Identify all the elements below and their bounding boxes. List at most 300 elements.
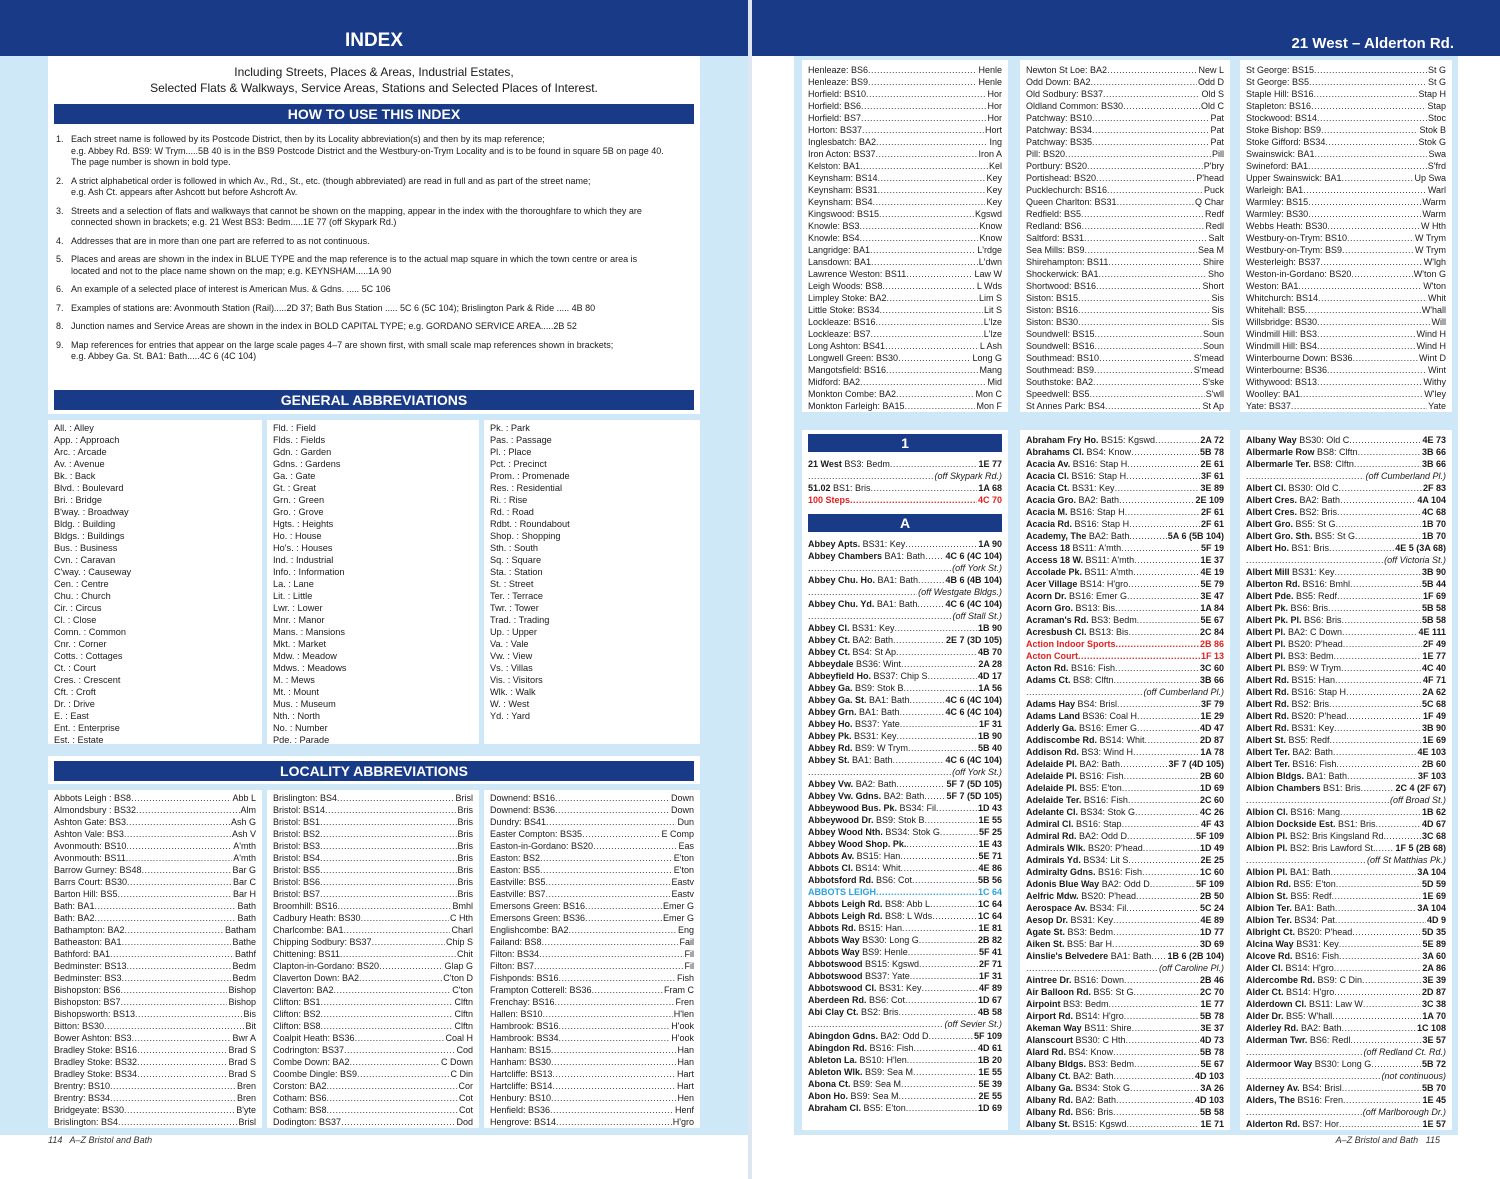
leader-dots bbox=[1085, 244, 1197, 256]
entry-postcode: BA2: Bath bbox=[1076, 495, 1120, 505]
leader-dots bbox=[925, 550, 944, 562]
entry-postcode: BS11: Law W bbox=[1306, 999, 1363, 1009]
entry-abbrev: C'ton D bbox=[443, 973, 473, 983]
entry-street: Albany Bldgs. bbox=[1026, 1059, 1087, 1069]
entry-name bbox=[1246, 974, 1362, 986]
entry-name bbox=[1026, 1082, 1130, 1094]
leader-dots bbox=[940, 826, 978, 838]
leader-dots bbox=[1335, 566, 1421, 578]
entry-street: Admiral Rd. bbox=[1026, 831, 1077, 841]
entry-map-ref: 2C 84 bbox=[1199, 627, 1224, 637]
abbrev-entry bbox=[808, 388, 1002, 400]
entry-name: Bridgeyate: BS30 bbox=[54, 1105, 125, 1115]
leader-dots bbox=[1099, 352, 1193, 364]
entry-postcode: BA2: Bath bbox=[1070, 1071, 1114, 1081]
abbrev-entry bbox=[1026, 88, 1224, 100]
entry-street: Akeman Way bbox=[1026, 1023, 1082, 1033]
index-entry-note bbox=[1246, 554, 1446, 566]
entry-postcode: BS31: Key bbox=[1289, 567, 1335, 577]
entry-note: (off Skypark Rd.) bbox=[934, 471, 1002, 481]
entry-abbrev: Old S bbox=[1201, 89, 1224, 99]
abbrev-entry bbox=[808, 328, 1002, 340]
index-entry bbox=[1246, 650, 1446, 662]
entry-map-ref: 5E 39 bbox=[978, 1079, 1002, 1089]
leader-dots bbox=[372, 936, 445, 948]
entry-abbrev: C'ton bbox=[452, 985, 473, 995]
entry-postcode: BA2: C Down bbox=[1285, 627, 1343, 637]
entry-map-ref: 1F 31 bbox=[978, 719, 1002, 729]
leader-dots bbox=[901, 1078, 977, 1090]
entry-street: Abbotswood Cl. bbox=[808, 983, 877, 993]
abbrev-entry bbox=[1026, 352, 1224, 364]
howto-item-line: located and not to the place name shown on the map; e.g. KEYNSHAM.....1A 90 bbox=[71, 265, 392, 276]
entry-abbrev: Stok B bbox=[1419, 125, 1446, 135]
entry-abbrev: Eng bbox=[677, 925, 694, 935]
leader-dots bbox=[898, 352, 971, 364]
entry-name bbox=[1246, 602, 1328, 614]
entry-abbrev: Warm bbox=[1422, 209, 1446, 219]
entry-map-ref: 5E 67 bbox=[1200, 1059, 1224, 1069]
index-entry bbox=[1026, 626, 1224, 638]
entry-postcode: BS34: Stok G bbox=[1073, 1083, 1131, 1093]
entry-abbrev: Bris bbox=[457, 853, 473, 863]
entry-map-ref: 2A 72 bbox=[1200, 435, 1224, 445]
entry-name: Avonmouth: BS10 bbox=[54, 841, 127, 851]
entry-name: Hambrook: BS34 bbox=[490, 1033, 559, 1043]
entry-name: Westbury-on-Trym: BS10 bbox=[1246, 233, 1348, 243]
letter-heading-1: 1 bbox=[808, 434, 1002, 452]
leader-dots bbox=[1115, 482, 1200, 494]
entry-abbrev: Shire bbox=[1202, 257, 1224, 267]
right-page-title: 21 West – Alderton Rd. bbox=[1291, 35, 1454, 52]
howto-item-line: Each street name is followed by its Postcode District, then by its Locality abbreviation(s) and then by its map reference; bbox=[71, 134, 545, 144]
entry-name: Siston: BS15 bbox=[1026, 293, 1079, 303]
leader-dots bbox=[879, 208, 974, 220]
leader-dots bbox=[137, 1056, 227, 1068]
abbrev-entry: Mnr. : Manor bbox=[273, 615, 325, 625]
leader-dots bbox=[1125, 506, 1200, 518]
index-entry bbox=[1246, 614, 1446, 626]
leader-dots bbox=[1334, 986, 1421, 998]
leader-dots bbox=[1084, 232, 1207, 244]
entry-street: 100 Steps bbox=[808, 495, 851, 505]
entry-map-ref: 4C 68 bbox=[1421, 507, 1446, 517]
leader-dots bbox=[110, 1080, 236, 1092]
entry-postcode: BS7: Hor bbox=[1300, 1119, 1340, 1129]
entry-street: Albert Ter. bbox=[1246, 759, 1290, 769]
howto-item-line: Streets and a selection of flats and walkways that cannot be shown on the mapping, appear in the index with the thoroughfare to which they are bbox=[71, 205, 642, 216]
entry-name: Limpley Stoke: BA2 bbox=[808, 293, 887, 303]
abbrev-entry bbox=[1026, 220, 1224, 232]
entry-street: Acacia Rd. bbox=[1026, 519, 1073, 529]
entry-name: Bristol: BS7 bbox=[273, 889, 321, 899]
entry-abbrev: Key bbox=[986, 185, 1002, 195]
index-entry bbox=[1026, 1046, 1224, 1058]
entry-abbrev: Iron A bbox=[978, 149, 1002, 159]
entry-name: Bathampton: BA2 bbox=[54, 925, 125, 935]
index-entry bbox=[808, 742, 1002, 754]
leader-dots bbox=[1328, 602, 1421, 614]
index-entry bbox=[1026, 938, 1224, 950]
entry-name: Ashton Vale: BS3 bbox=[54, 829, 124, 839]
entry-name bbox=[1246, 998, 1363, 1010]
entry-name: Bristol: BS6 bbox=[273, 877, 321, 887]
entry-abbrev: Soun bbox=[1202, 329, 1224, 339]
locality-abbrev-columns bbox=[48, 790, 700, 1128]
entry-name bbox=[808, 574, 918, 586]
howto-item bbox=[56, 321, 692, 333]
entry-abbrev: W'ton G bbox=[1413, 269, 1446, 279]
locality-col-2 bbox=[267, 790, 479, 1128]
abbrev-entry bbox=[1026, 232, 1224, 244]
index-entry bbox=[1026, 506, 1224, 518]
leader-dots bbox=[1314, 88, 1418, 100]
leader-dots bbox=[1335, 914, 1426, 926]
index-entry bbox=[1026, 590, 1224, 602]
entry-name: Filton: BS34 bbox=[490, 949, 540, 959]
entry-street: Abi Clay Ct. bbox=[808, 1007, 859, 1017]
index-entry-note bbox=[808, 610, 1002, 622]
leader-dots bbox=[925, 814, 978, 826]
entry-map-ref: 1B 62 bbox=[1421, 807, 1446, 817]
entry-name bbox=[1026, 530, 1129, 542]
entry-abbrev: Brad S bbox=[228, 1057, 256, 1067]
entry-street: Abbey Ct. bbox=[808, 635, 851, 645]
entry-name: Lansdown: BA1 bbox=[808, 257, 872, 267]
entry-name bbox=[1246, 770, 1347, 782]
leader-dots bbox=[1246, 1046, 1362, 1058]
entry-name: Bishopsworth: BS13 bbox=[54, 1009, 136, 1019]
entry-name: Mangotsfield: BS16 bbox=[808, 365, 887, 375]
entry-postcode: BS5: St G bbox=[1091, 987, 1134, 997]
leader-dots bbox=[1105, 400, 1201, 412]
entry-map-ref: 5A 6 (5B 104) bbox=[1167, 531, 1224, 541]
entry-street: Abbey Vw. bbox=[808, 779, 854, 789]
leader-dots bbox=[122, 936, 232, 948]
entry-abbrev: New L bbox=[1198, 65, 1224, 75]
entry-name: Cotham: BS8 bbox=[273, 1105, 327, 1115]
entry-street: Aberdeen Rd. bbox=[808, 995, 867, 1005]
locality-cont-col-1 bbox=[802, 60, 1008, 412]
abbrev-entry: Est. : Estate bbox=[54, 735, 104, 744]
entry-name bbox=[1026, 926, 1113, 938]
general-title-box bbox=[48, 386, 700, 410]
abbrev-entry: Bk. : Back bbox=[54, 471, 96, 481]
entry-name bbox=[808, 1006, 899, 1018]
entry-street: Albert Gro. Sth. bbox=[1246, 531, 1313, 541]
entry-name bbox=[808, 982, 922, 994]
entry-postcode: BA2: Bath bbox=[1297, 495, 1341, 505]
abbrev-entry: Sta. : Station bbox=[490, 567, 543, 577]
entry-street: Accolade Pk. bbox=[1026, 567, 1083, 577]
leader-dots bbox=[900, 718, 978, 730]
entry-street: Acacia Cl. bbox=[1026, 471, 1070, 481]
entry-abbrev: Redl bbox=[1205, 221, 1224, 231]
leader-dots bbox=[1335, 674, 1422, 686]
entry-name: Stoke Bishop: BS9 bbox=[1246, 125, 1322, 135]
leader-dots bbox=[1124, 770, 1199, 782]
index-entry bbox=[808, 922, 1002, 934]
entry-map-ref: 4D 17 bbox=[977, 671, 1002, 681]
leader-dots bbox=[1081, 208, 1204, 220]
entry-postcode: BA2: Bath bbox=[1298, 1023, 1342, 1033]
entry-name: Henleaze: BS6 bbox=[808, 65, 869, 75]
entry-name bbox=[1246, 614, 1342, 626]
entry-name bbox=[1026, 938, 1112, 950]
leader-dots bbox=[1353, 352, 1418, 364]
entry-abbrev: Charl bbox=[451, 925, 473, 935]
entry-name: St George: BS5 bbox=[1246, 77, 1310, 87]
leader-dots bbox=[546, 876, 671, 888]
entry-name bbox=[1026, 710, 1137, 722]
entry-abbrev: Bris bbox=[457, 865, 473, 875]
index-entry bbox=[808, 1054, 1002, 1066]
abbrev-entry bbox=[1246, 364, 1446, 376]
entry-street: Albany St. bbox=[1026, 1119, 1071, 1129]
index-entry bbox=[808, 1030, 1002, 1042]
entry-map-ref: 5F 41 bbox=[978, 947, 1002, 957]
index-entry bbox=[1026, 902, 1224, 914]
entry-abbrev: Mang bbox=[979, 365, 1002, 375]
index-entry bbox=[1246, 722, 1446, 734]
entry-map-ref: 2B 60 bbox=[1199, 771, 1224, 781]
entry-postcode: BS1: Bris bbox=[1320, 783, 1361, 793]
leader-dots bbox=[542, 936, 679, 948]
entry-name bbox=[1026, 602, 1115, 614]
leader-dots bbox=[1330, 734, 1422, 746]
entry-name: Bedminster: BS3 bbox=[54, 973, 122, 983]
entry-abbrev: Eas bbox=[678, 841, 694, 851]
howto-item-line: Map references for entries that appear on the large scale pages 4–7 are shown first, with small scale map references shown in brackets; bbox=[71, 339, 614, 350]
entry-abbrev: Brad S bbox=[228, 1069, 256, 1079]
abbrev-entry: Cvn. : Caravan bbox=[54, 555, 116, 565]
entry-postcode: BA2: Bath bbox=[850, 635, 894, 645]
entry-name bbox=[808, 910, 932, 922]
leader-dots bbox=[1371, 1058, 1421, 1070]
entry-postcode: BS14: Whit bbox=[1097, 735, 1145, 745]
entry-name: Winterbourne Down: BS36 bbox=[1246, 353, 1353, 363]
leader-dots bbox=[1136, 890, 1199, 902]
entry-name bbox=[1026, 434, 1155, 446]
entry-map-ref: 2B 50 bbox=[1199, 891, 1224, 901]
leader-dots bbox=[902, 922, 977, 934]
entry-abbrev: Henf bbox=[674, 1105, 694, 1115]
entry-name bbox=[808, 850, 900, 862]
entry-map-ref: 5F 109 bbox=[1195, 879, 1224, 889]
leader-dots bbox=[905, 538, 977, 550]
leader-dots bbox=[1342, 1082, 1421, 1094]
abbrev-entry: Cl. : Close bbox=[54, 615, 97, 625]
entry-map-ref: 3C 38 bbox=[1421, 999, 1446, 1009]
abbrev-entry bbox=[1246, 304, 1446, 316]
entry-name bbox=[808, 730, 897, 742]
entry-street: Albert Pl. bbox=[1246, 651, 1286, 661]
entry-street: Albert Cres. bbox=[1246, 507, 1298, 517]
leader-dots bbox=[127, 876, 232, 888]
leader-dots bbox=[887, 292, 978, 304]
entry-street: 21 West bbox=[808, 459, 842, 469]
entry-name: Hengrove: BS14 bbox=[490, 1117, 557, 1127]
abbrev-entry bbox=[490, 900, 694, 912]
abbrev-entry bbox=[1026, 256, 1224, 268]
abbrev-entry: St. : Street bbox=[490, 579, 534, 589]
abbrev-entry bbox=[1026, 124, 1224, 136]
entry-postcode: BS34: Pat bbox=[1291, 915, 1335, 925]
leader-dots bbox=[320, 816, 456, 828]
entry-map-ref: 1B 20 bbox=[977, 1055, 1002, 1065]
entry-street: Albright Ct. bbox=[1246, 927, 1295, 937]
abbrev-entry bbox=[1246, 376, 1446, 388]
entry-map-ref: 1C 60 bbox=[1199, 867, 1224, 877]
entry-street: Abbeywood Dr. bbox=[808, 815, 874, 825]
entry-name bbox=[1026, 878, 1150, 890]
abbrev-entry: Blvd. : Boulevard bbox=[54, 483, 124, 493]
entry-name: Bristol: BS14 bbox=[273, 805, 326, 815]
entry-name bbox=[808, 838, 906, 850]
index-entry bbox=[808, 458, 1002, 470]
leader-dots bbox=[878, 172, 986, 184]
leader-dots bbox=[1120, 758, 1167, 770]
entry-abbrev: Warl bbox=[1427, 185, 1446, 195]
entry-postcode: BS8: Clftn bbox=[1314, 447, 1358, 457]
howto-item-line: Junction names and Service Areas are shown in the index in BOLD CAPITAL TYPE; e.g. GORDANO SERVICE AREA.....2B 52 bbox=[71, 321, 577, 331]
entry-abbrev: Sis bbox=[1211, 317, 1224, 327]
index-entry bbox=[1246, 602, 1446, 614]
entry-postcode: BS11: A'mth bbox=[1083, 555, 1135, 565]
entry-map-ref: 1E 37 bbox=[1200, 555, 1224, 565]
entry-name: Southmead: BS10 bbox=[1026, 353, 1100, 363]
entry-street: Abbotswood bbox=[808, 959, 863, 969]
leader-dots bbox=[1092, 124, 1209, 136]
leader-dots bbox=[1321, 124, 1418, 136]
leader-dots bbox=[905, 994, 977, 1006]
entry-name bbox=[1026, 770, 1124, 782]
leader-dots bbox=[914, 1042, 977, 1054]
index-section-1 bbox=[808, 458, 1002, 506]
abbrev-entry bbox=[273, 1032, 473, 1044]
abbrev-entry bbox=[808, 124, 1002, 136]
entry-postcode: BS4: Know bbox=[1084, 447, 1132, 457]
abbrev-entry bbox=[54, 792, 256, 804]
abbrev-entry bbox=[54, 828, 256, 840]
entry-street: Abona Ct. bbox=[808, 1079, 851, 1089]
entry-postcode: BS16: Fish bbox=[1077, 771, 1124, 781]
entry-postcode: BS6: Cot bbox=[866, 995, 906, 1005]
leader-dots bbox=[338, 900, 452, 912]
abbrev-entry: Av. : Avenue bbox=[54, 459, 105, 469]
entry-name bbox=[1026, 470, 1126, 482]
entry-street: Abbots Rd. bbox=[808, 923, 856, 933]
entry-name bbox=[1026, 638, 1116, 650]
leader-dots bbox=[932, 910, 977, 922]
leader-dots bbox=[1092, 112, 1209, 124]
entry-name: Ashton Gate: BS3 bbox=[54, 817, 127, 827]
abbrev-entry bbox=[1026, 136, 1224, 148]
entry-postcode: BS9: Sea M bbox=[848, 1091, 899, 1101]
entry-name bbox=[1026, 1034, 1126, 1046]
abbrev-entry bbox=[1246, 400, 1446, 412]
leader-dots bbox=[1133, 746, 1199, 758]
abbrev-entry bbox=[54, 1104, 256, 1116]
leader-dots bbox=[896, 646, 977, 658]
entry-name bbox=[1026, 1118, 1127, 1130]
index-entry bbox=[1026, 758, 1224, 770]
abbrev-entry bbox=[1026, 328, 1224, 340]
general-col-3 bbox=[484, 420, 700, 744]
leader-dots bbox=[540, 852, 673, 864]
entry-map-ref: 5D 59 bbox=[1421, 879, 1446, 889]
entry-abbrev: Pat bbox=[1210, 137, 1224, 147]
entry-street: Abbots Leigh Rd. bbox=[808, 911, 883, 921]
abbrev-entry: Ho's. : Houses bbox=[273, 543, 333, 553]
entry-street: Admirals Wlk. bbox=[1026, 843, 1086, 853]
entry-name bbox=[808, 790, 924, 802]
entry-street: Abbotswood bbox=[808, 971, 863, 981]
entry-abbrev: Brisl bbox=[238, 1117, 256, 1127]
entry-name bbox=[1246, 710, 1346, 722]
abbrev-entry bbox=[808, 76, 1002, 88]
entry-map-ref: 1E 29 bbox=[1200, 711, 1224, 721]
index-entry bbox=[1246, 758, 1446, 770]
index-entry bbox=[1246, 818, 1446, 830]
entry-map-ref: 5B 40 bbox=[977, 743, 1002, 753]
abbrev-entry bbox=[54, 924, 256, 936]
index-entry-note bbox=[1246, 1046, 1446, 1058]
entry-name: Hambrook: BS16 bbox=[490, 1021, 559, 1031]
entry-name: Bath: BA2 bbox=[54, 913, 95, 923]
abbrev-entry: Cotts. : Cottages bbox=[54, 651, 123, 661]
entry-name: Lockleaze: BS7 bbox=[808, 329, 871, 339]
entry-map-ref: 1B 6 (2B 104) bbox=[1167, 951, 1224, 961]
entry-postcode: BA2: Bath bbox=[1289, 747, 1333, 757]
leader-dots bbox=[919, 934, 977, 946]
entry-postcode: BS14: H'gro bbox=[1077, 579, 1129, 589]
leader-dots bbox=[808, 766, 951, 778]
entry-street: Aiken St. bbox=[1026, 939, 1065, 949]
entry-abbrev: L'rdge bbox=[977, 245, 1002, 255]
entry-street: Admiralty Gdns. bbox=[1026, 867, 1096, 877]
abbrev-entry bbox=[1026, 244, 1224, 256]
leader-dots bbox=[1300, 388, 1423, 400]
abbrev-entry: Mdw. : Meadow bbox=[273, 651, 337, 661]
leader-dots bbox=[124, 828, 231, 840]
abbrev-entry bbox=[54, 1056, 256, 1068]
entry-name: Easton-in-Gordano: BS20 bbox=[490, 841, 594, 851]
entry-name: Cotham: BS6 bbox=[273, 1093, 327, 1103]
entry-abbrev: Up Swa bbox=[1414, 173, 1446, 183]
entry-abbrev: Cor bbox=[458, 1081, 473, 1091]
entry-name: Lawrence Weston: BS11 bbox=[808, 269, 907, 279]
entry-name bbox=[1026, 662, 1115, 674]
leader-dots bbox=[936, 802, 977, 814]
leader-dots bbox=[325, 804, 456, 816]
entry-name: Bedminster: BS13 bbox=[54, 961, 127, 971]
howto-item-number: 6. bbox=[56, 284, 64, 294]
entry-street: Acraman's Rd. bbox=[1026, 615, 1089, 625]
leader-dots bbox=[592, 984, 663, 996]
entry-map-ref: 1F 49 bbox=[1422, 711, 1446, 721]
entry-note: (off Westgate Bldgs.) bbox=[918, 587, 1002, 597]
entry-map-ref: 4F 89 bbox=[978, 983, 1002, 993]
entry-abbrev: Eastv bbox=[671, 877, 694, 887]
entry-abbrev: Lim S bbox=[978, 293, 1002, 303]
entry-name: Swineford: BA1 bbox=[1246, 161, 1309, 171]
entry-street: Ableton Wlk. bbox=[808, 1067, 863, 1077]
leader-dots bbox=[1339, 950, 1421, 962]
entry-name bbox=[1246, 1082, 1342, 1094]
index-entry bbox=[1246, 974, 1446, 986]
leader-dots bbox=[1246, 794, 1389, 806]
